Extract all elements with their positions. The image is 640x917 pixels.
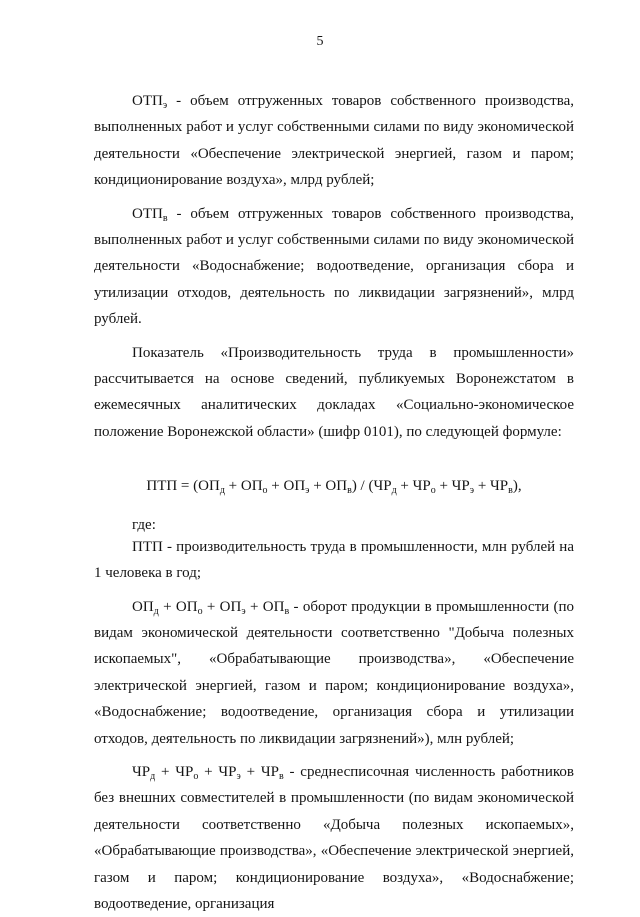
formula-subscript: о (262, 485, 268, 497)
definition-chr (94, 759, 574, 917)
term-subscript: о (193, 770, 199, 782)
formula-subscript: д (219, 485, 225, 497)
term-subscript: э (241, 605, 246, 617)
formula-subscript: э (305, 485, 310, 497)
term-part: + ОП (202, 598, 242, 615)
term-otp: ОТП (132, 205, 163, 222)
term-part: ОП (132, 598, 154, 615)
term-subscript: о (197, 605, 203, 617)
formula-subscript: э (469, 485, 475, 497)
formula-subscript: в (347, 485, 352, 497)
definition-op (94, 594, 574, 752)
term-otp: ОТП (132, 93, 163, 109)
page-number: 5 (316, 34, 324, 49)
formula (94, 473, 574, 499)
indicator-description: Показатель «Производительность труда в промышленности» рассчитывается на основе сведений, публикуемых Воронежстатом в ежемесячных аналитических докладах «Социально-экономическое положение Воронежской области» (шифр 0101), по следующей формуле: (94, 344, 574, 440)
term-part: + ЧР (240, 763, 279, 780)
term-subscript: в (278, 770, 284, 782)
term-subscript: в (284, 605, 290, 617)
term-part: + ЧР (198, 763, 237, 780)
definition-otp-e (94, 88, 574, 194)
term-subscript: в (162, 212, 168, 224)
term-subscript: д (153, 605, 159, 617)
formula-subscript: в (508, 485, 513, 497)
definition-otp-v (94, 201, 574, 333)
definition-text: - объем отгруженных товаров собственного производства, выполненных работ и услуг собственными силами по виду экономической деятельности «Обеспечение электрической энергией, газом и паром; кондиционирование воздуха», млрд рублей; (94, 93, 574, 189)
formula-part: + ЧР (435, 478, 470, 495)
formula-part: + ЧР (396, 478, 431, 495)
definition-text: - объем отгруженных товаров собственного производства, выполненных работ и услуг собственными силами по виду экономической деятельности «Водоснабжение; водоотведение, организация сбора и утилизации отходов, деятельность по ликвидации загрязнений», млрд рублей. (94, 205, 574, 328)
formula-part: + ОП (309, 478, 348, 495)
document-body (94, 88, 574, 917)
term-subscript: д (150, 770, 156, 782)
term-part: ЧР (132, 763, 151, 780)
where-label: где: (132, 516, 156, 533)
formula-part: + ОП (224, 478, 263, 495)
formula-part: + ЧР (474, 478, 509, 495)
formula-part: ), (512, 478, 522, 495)
term-subscript: э (162, 100, 168, 111)
formula-subscript: о (430, 485, 436, 497)
term-part: + ОП (158, 598, 198, 615)
definition-text: - среднесписочная численность работников без внешних совместителей в промышленности (по видам экономической деятельности соответственно «Добыча полезных ископаемых», «Обрабатывающие производства», «Обеспечение электрической энергией, газом и паром; кондиционирование воздуха», «Водоснабжение; водоотведение, организация (94, 763, 574, 912)
term-part: + ОП (245, 598, 285, 615)
formula-part: + ОП (267, 478, 306, 495)
term-part: + ЧР (155, 763, 194, 780)
term-subscript: э (236, 770, 241, 782)
formula-part: ПТП = (ОП (146, 478, 220, 495)
formula-subscript: д (391, 485, 397, 497)
formula-part: ) / (ЧР (351, 478, 392, 495)
definition-ptp: ПТП - производительность труда в промышленности, млн рублей на 1 человека в год; (94, 538, 574, 582)
definition-text: - оборот продукции в промышленности (по видам экономической деятельности соответственно "Добыча полезных ископаемых", «Обрабатывающие производства», «Обеспечение электрической энергией, газом и паром; кондиционирование воздуха», «Водоснабжение; водоотведение, организация сбора и утилизации отходов, деятельность по ликвидации загрязнений»), млн рублей; (94, 598, 575, 747)
